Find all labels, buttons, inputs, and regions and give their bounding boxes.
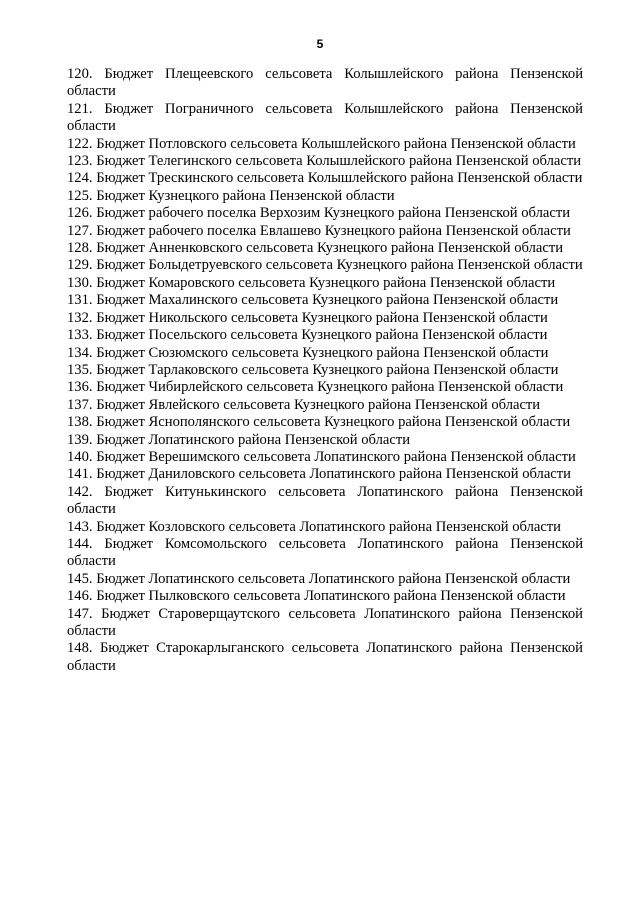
list-item: 139. Бюджет Лопатинского района Пензенской области bbox=[67, 431, 411, 448]
list-item: 136. Бюджет Чибирлейского сельсовета Кузнецкого района Пензенской области bbox=[67, 379, 564, 396]
list-item: 138. Бюджет Яснополянского сельсовета Кузнецкого района Пензенской области bbox=[67, 414, 571, 431]
list-item: 148. Бюджет Старокарлыганского сельсовета Лопатинского района Пензенской области bbox=[67, 640, 583, 674]
page-number: 5 bbox=[316, 37, 324, 51]
list-item: 140. Бюджет Верешимского сельсовета Лопатинского района Пензенской области bbox=[67, 448, 576, 465]
list-item: 141. Бюджет Даниловского сельсовета Лопатинского района Пензенской области bbox=[67, 466, 571, 483]
list-item: 137. Бюджет Явлейского сельсовета Кузнецкого района Пензенской области bbox=[67, 396, 541, 413]
list-item: 121. Бюджет Пограничного сельсовета Колышлейского района Пензенской области bbox=[67, 100, 583, 135]
list-item: 129. Бюджет Болыдетруевского сельсовета Кузнецкого района Пензенской области bbox=[67, 257, 583, 274]
list-item: 135. Бюджет Тарлаковского сельсовета Кузнецкого района Пензенской области bbox=[67, 361, 559, 378]
list-item: 122. Бюджет Потловского сельсовета Колышлейского района Пензенской области bbox=[67, 135, 576, 152]
list-item: 134. Бюджет Сюзюмского сельсовета Кузнецкого района Пензенской области bbox=[67, 344, 549, 361]
budget-list bbox=[67, 66, 583, 675]
list-item: 130. Бюджет Комаровского сельсовета Кузнецкого района Пензенской области bbox=[67, 274, 556, 291]
list-item: 120. Бюджет Плещеевского сельсовета Колышлейского района Пензенской области bbox=[67, 66, 583, 100]
list-item: 128. Бюджет Анненковского сельсовета Кузнецкого района Пензенской области bbox=[67, 240, 564, 257]
list-item: 133. Бюджет Посельского сельсовета Кузнецкого района Пензенской области bbox=[67, 327, 548, 344]
list-item: 125. Бюджет Кузнецкого района Пензенской области bbox=[67, 187, 395, 204]
list-item: 146. Бюджет Пылковского сельсовета Лопатинского района Пензенской области bbox=[67, 588, 566, 605]
list-item: 127. Бюджет рабочего поселка Евлашево Кузнецкого района Пензенской области bbox=[67, 222, 571, 239]
list-item: 126. Бюджет рабочего поселка Верхозим Кузнецкого района Пензенской области bbox=[67, 205, 571, 222]
list-item: 144. Бюджет Комсомольского сельсовета Лопатинского района Пензенской области bbox=[67, 535, 583, 570]
list-item: 142. Бюджет Китунькинского сельсовета Лопатинского района Пензенской области bbox=[67, 483, 583, 518]
list-item: 143. Бюджет Козловского сельсовета Лопатинского района Пензенской области bbox=[67, 518, 561, 535]
list-item: 147. Бюджет Староверщаутского сельсовета Лопатинского района Пензенской области bbox=[67, 605, 583, 639]
list-item: 131. Бюджет Махалинского сельсовета Кузнецкого района Пензенской области bbox=[67, 292, 559, 309]
list-item: 145. Бюджет Лопатинского сельсовета Лопатинского района Пензенской области bbox=[67, 570, 571, 587]
list-item: 124. Бюджет Трескинского сельсовета Колышлейского района Пензенской области bbox=[67, 170, 583, 187]
list-item: 123. Бюджет Телегинского сельсовета Колышлейского района Пензенской области bbox=[67, 153, 582, 170]
list-item: 132. Бюджет Никольского сельсовета Кузнецкого района Пензенской области bbox=[67, 309, 548, 326]
